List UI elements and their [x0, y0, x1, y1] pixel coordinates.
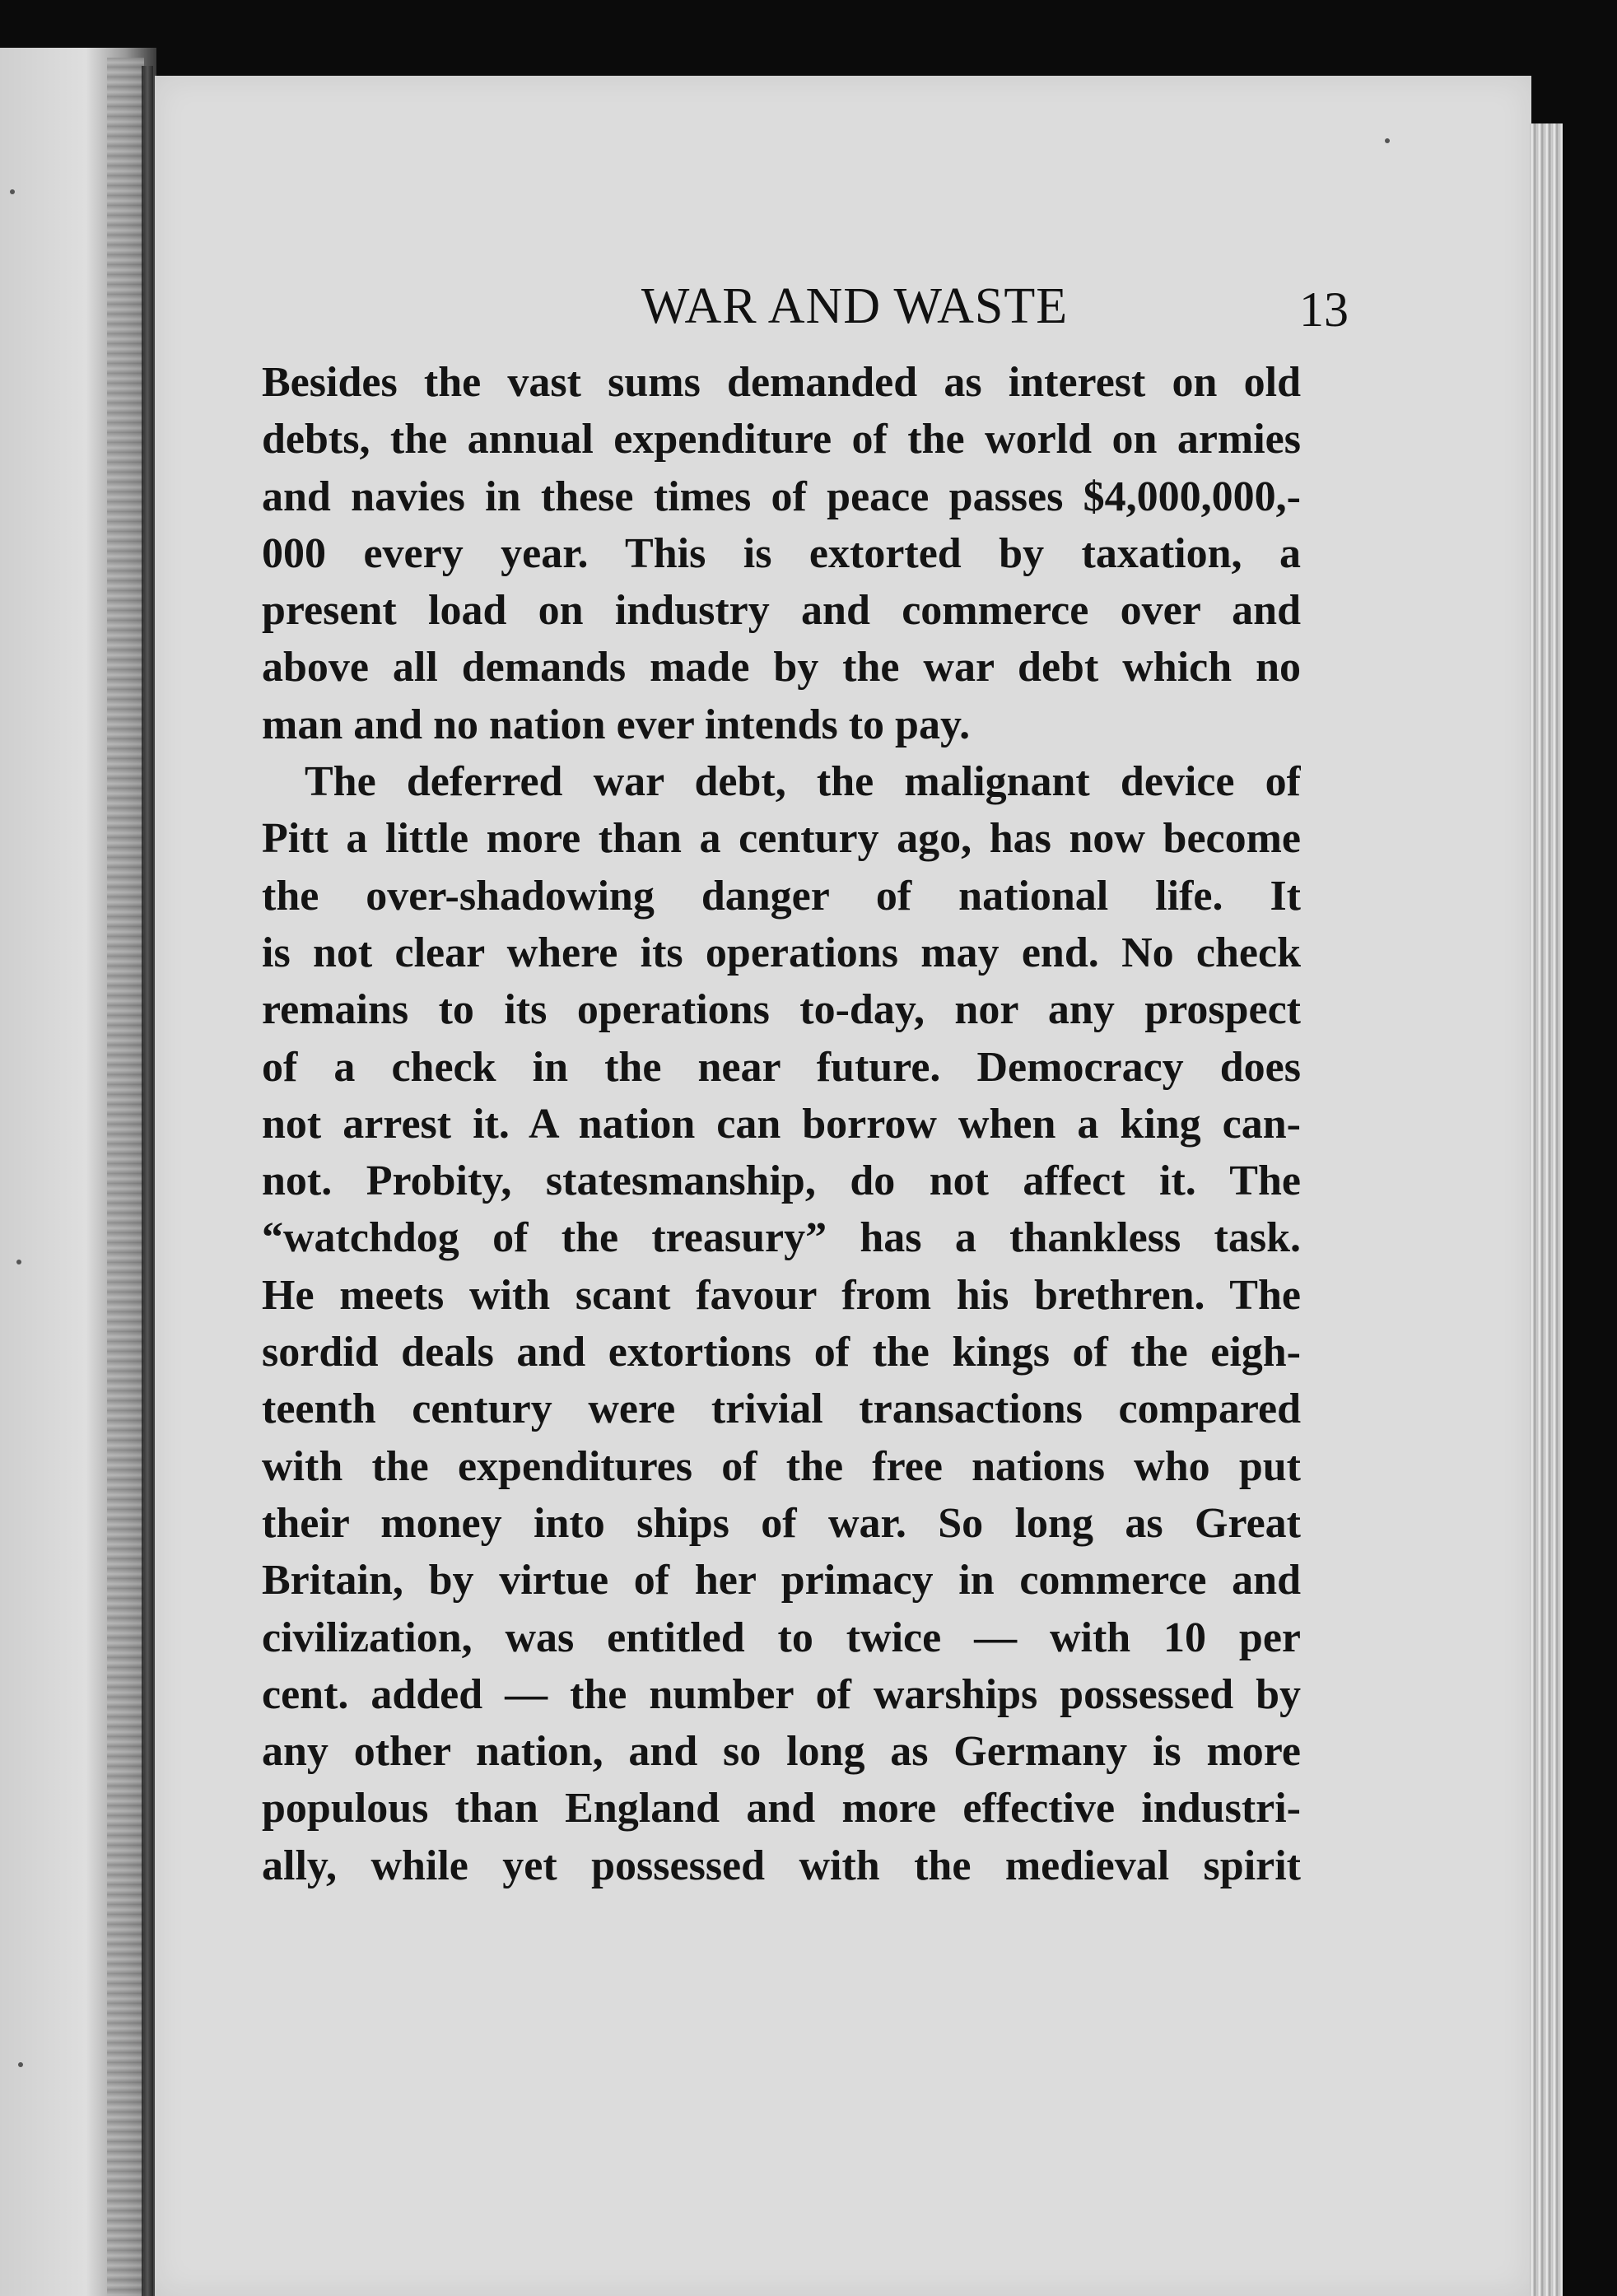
scan-speck — [18, 2062, 23, 2067]
text-line: Britain, by virtue of her primacy in commerce and — [262, 1557, 1301, 1604]
text-line: the over-shadowing danger of national life. It — [262, 872, 1301, 920]
text-line: 000 every year. This is extorted by taxation, a — [262, 529, 1301, 577]
spine-shadow — [107, 58, 144, 2296]
text-line: any other nation, and so long as Germany is more — [262, 1728, 1301, 1776]
text-line: with the expenditures of the free nations who put — [262, 1442, 1301, 1490]
scan-background-right — [1563, 165, 1617, 2296]
paragraph-2 — [262, 753, 1301, 1894]
page-header — [155, 265, 1531, 347]
text-line: above all demands made by the war debt which no — [262, 644, 1301, 692]
text-line: remains to its operations to-day, nor any prospect — [262, 986, 1301, 1034]
scan-speck — [10, 189, 15, 194]
text-line: “watchdog of the treasury” has a thankless task. — [262, 1214, 1301, 1262]
text-line: He meets with scant favour from his brethren. The — [262, 1271, 1301, 1319]
text-line: of a check in the near future. Democracy does — [262, 1043, 1301, 1091]
page-number: 13 — [1299, 282, 1349, 337]
running-head: WAR AND WASTE — [641, 278, 1069, 334]
book-page — [155, 76, 1531, 2296]
text-line: The deferred war debt, the malignant device of — [305, 758, 1301, 806]
text-line: debts, the annual expenditure of the world on armies — [262, 416, 1301, 463]
text-line: ally, while yet possessed with the medieval spirit — [262, 1842, 1301, 1889]
text-line: teenth century were trivial transactions compared — [262, 1386, 1301, 1433]
text-line: not arrest it. A nation can borrow when a king can- — [262, 1100, 1301, 1148]
paragraph-1 — [262, 354, 1301, 753]
text-line: their money into ships of war. So long as Great — [262, 1499, 1301, 1547]
book-spine — [142, 66, 153, 2296]
scan-speck — [1385, 138, 1390, 143]
text-line: Besides the vast sums demanded as interest on old — [262, 359, 1301, 406]
text-line: not. Probity, statesmanship, do not affect it. The — [262, 1157, 1301, 1205]
text-line: populous than England and more effective industri- — [262, 1785, 1301, 1833]
text-line: and navies in these times of peace passes $4,000,000,- — [262, 473, 1301, 520]
text-line: present load on industry and commerce over and — [262, 587, 1301, 635]
text-line: man and no nation ever intends to pay. — [262, 701, 971, 748]
page-edge-right — [1530, 123, 1563, 2296]
text-line: Pitt a little more than a century ago, has now become — [262, 815, 1301, 863]
text-line: sordid deals and extortions of the kings of the eigh- — [262, 1329, 1301, 1376]
page-body — [262, 354, 1301, 1894]
text-line: is not clear where its operations may end. No check — [262, 929, 1301, 976]
text-line: cent. added — the number of warships possessed by — [262, 1670, 1301, 1718]
text-line: civilization, was entitled to twice — with 10 per — [262, 1614, 1301, 1661]
scan-speck — [16, 1260, 21, 1264]
